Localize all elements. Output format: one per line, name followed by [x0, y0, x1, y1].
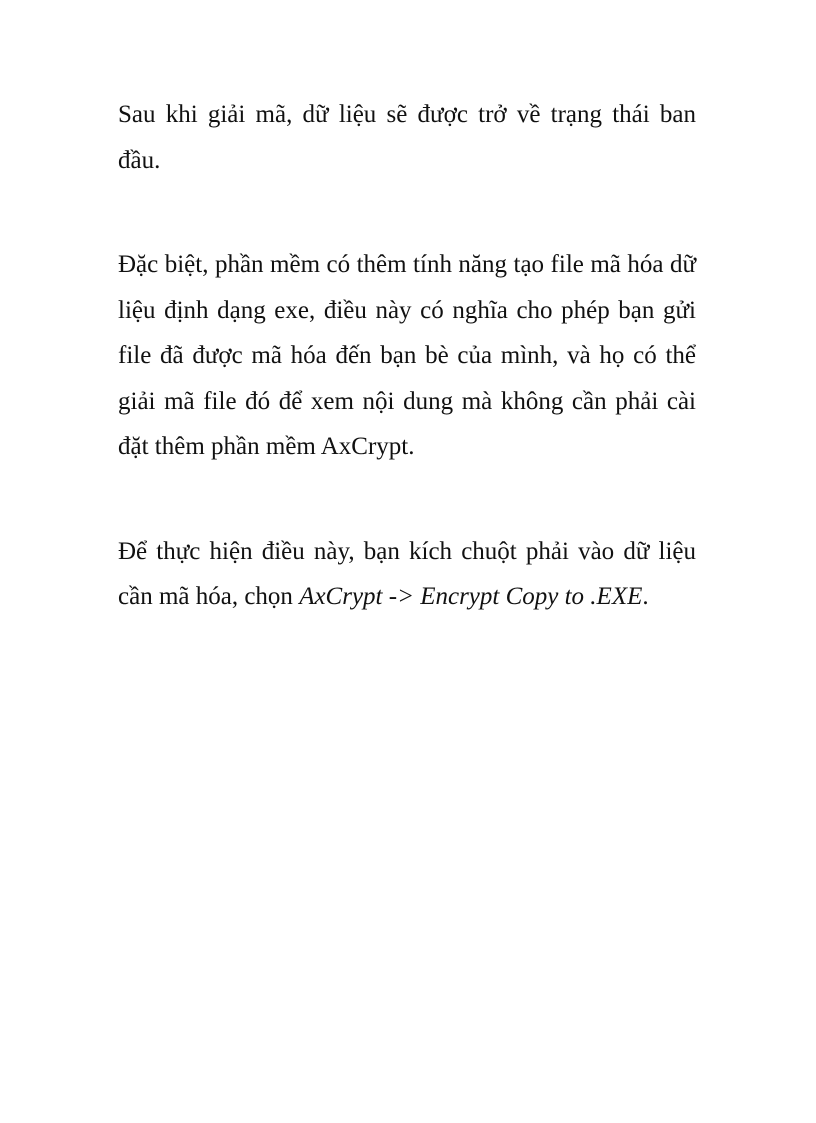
- instruction-period: .: [642, 583, 649, 610]
- document-page: [118, 92, 696, 620]
- menu-path: AxCrypt -> Encrypt Copy to .EXE: [299, 583, 643, 610]
- paragraph-exe-feature: Đặc biệt, phần mềm có thêm tính năng tạo file mã hóa dữ liệu định dạng exe, điều này có nghĩa cho phép bạn gửi file đã được mã hóa đến bạn bè của mình, và họ có thể giải mã file đó để xem nội dung mà không cần phải cài đặt thêm phần mềm AxCrypt.: [118, 251, 696, 460]
- paragraph-decryption-result: Sau khi giải mã, dữ liệu sẽ được trở về trạng thái ban đầu.: [118, 101, 696, 174]
- instruction-text: Để thực hiện điều này, bạn kích chuột phải vào dữ liệu cần mã hóa, chọn: [118, 537, 696, 610]
- paragraph-instructions: [118, 529, 696, 620]
